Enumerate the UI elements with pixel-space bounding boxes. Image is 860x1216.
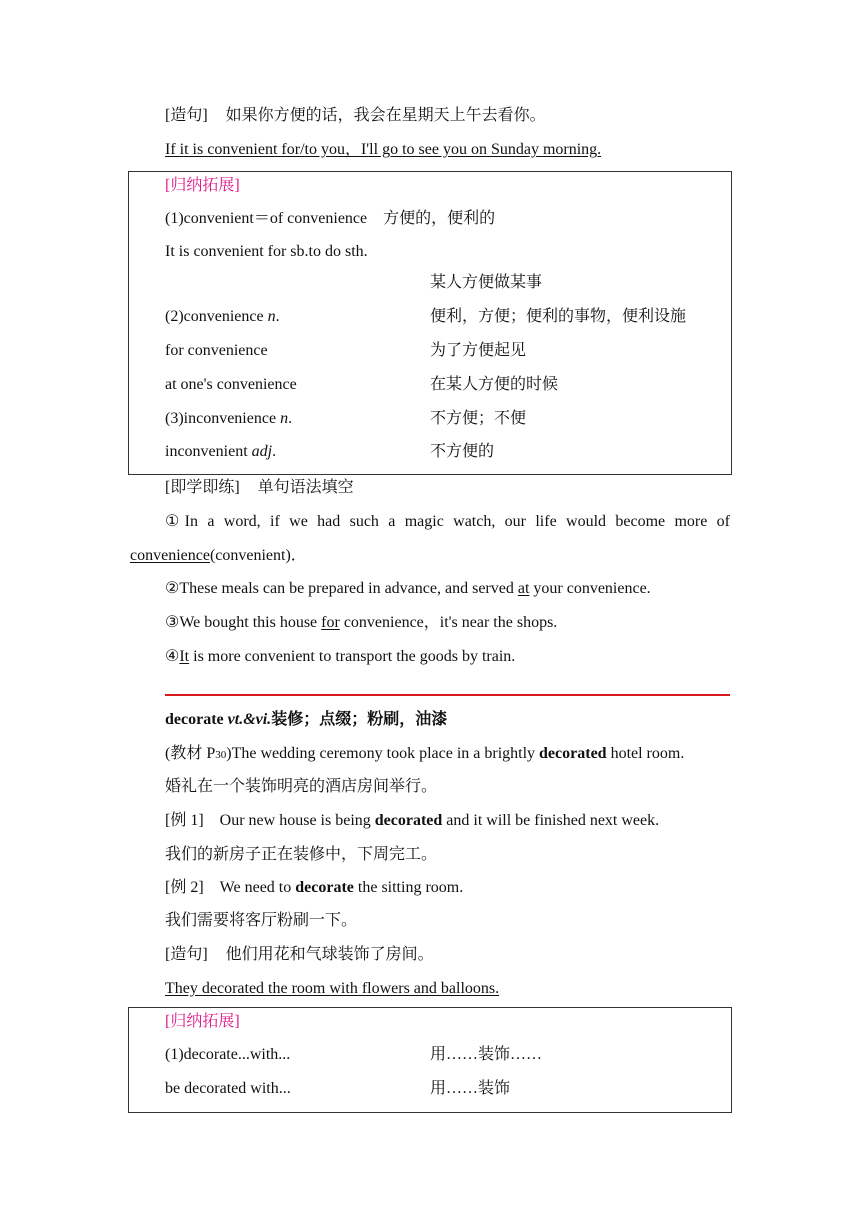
practice-q1-line2	[130, 545, 307, 567]
box-item-4-meaning: 为了方便起见	[430, 342, 527, 359]
box-title-2: [归纳拓展]	[165, 1013, 240, 1030]
example-text: )The wedding ceremony took place in a brightly	[226, 745, 540, 762]
question-text: (convenient)．	[209, 547, 307, 564]
answer-blank: for	[321, 614, 340, 631]
word-heading	[165, 709, 447, 731]
box2-item-1: (1)decorate...with...	[165, 1046, 291, 1063]
sentence-tag: [造句]	[165, 946, 208, 963]
pos-tag: n	[267, 308, 276, 325]
example-text: Our new house is being	[219, 812, 375, 829]
textbook-example	[165, 743, 684, 766]
item-text-end: .	[288, 410, 293, 427]
question-text: ②These meals can be prepared in advance, and served	[165, 580, 518, 597]
box-item-5: at one's convenience	[165, 376, 297, 393]
practice-title: 单句语法填空	[257, 479, 354, 496]
textbook-example-cn: 婚礼在一个装饰明亮的酒店房间举行。	[165, 778, 438, 795]
answer-blank: at	[517, 580, 530, 597]
answer-blank: convenience	[130, 547, 210, 564]
item-text: (2)convenience	[165, 308, 268, 325]
pos-tag: adj	[251, 443, 273, 460]
item-text-end: .	[275, 308, 280, 325]
box-item-3	[165, 306, 280, 328]
box-item-5-meaning: 在某人方便的时候	[430, 376, 559, 393]
box-item-7-meaning: 不方便的	[430, 443, 495, 460]
section-divider	[165, 694, 730, 696]
example-1-cn: 我们的新房子正在装修中，下周完工。	[165, 846, 438, 863]
sentence-chinese: 如果你方便的话，我会在星期天上午去看你。	[225, 107, 546, 124]
practice-header	[165, 477, 354, 499]
item-text: inconvenient	[165, 443, 252, 460]
question-text-end: your convenience.	[529, 580, 651, 597]
sentence-en-1: If it is convenient for/to you，I'll go to see you on Sunday morning.	[165, 141, 602, 158]
example-1	[165, 810, 659, 832]
box-item-6-meaning: 不方便；不便	[430, 410, 527, 427]
pos-tag: n	[280, 410, 289, 427]
example-2	[165, 877, 463, 899]
practice-q3	[165, 612, 557, 634]
box-title-1: [归纳拓展]	[165, 177, 240, 194]
keyword: decorated	[539, 745, 607, 762]
headword: decorate	[165, 711, 224, 728]
question-text: ③We bought this house	[165, 614, 322, 631]
example-text-end: and it will be finished next week.	[442, 812, 660, 829]
keyword: decorated	[374, 812, 443, 829]
practice-q1-line1: ①In a word, if we had such a magic watch, our life would become more of	[165, 513, 730, 530]
box-item-6	[165, 408, 292, 430]
item-text: (3)inconvenience	[165, 410, 281, 427]
box-item-2-meaning: 某人方便做某事	[430, 274, 543, 291]
word-meaning: 装修；点缀；粉刷，油漆	[271, 711, 448, 728]
item-text-end: .	[272, 443, 277, 460]
box-item-4: for convenience	[165, 342, 268, 359]
sentence-chinese: 他们用花和气球装饰了房间。	[225, 946, 434, 963]
question-text-end: convenience，it's near the shops.	[339, 614, 558, 631]
box2-item-2-meaning: 用……装饰	[430, 1080, 511, 1097]
practice-tag: [即学即练]	[165, 479, 240, 496]
source-page: 30	[215, 749, 227, 761]
box2-item-1-meaning: 用……装饰……	[430, 1046, 543, 1063]
part-of-speech: vt.&vi.	[227, 711, 272, 728]
example-text-end: hotel room.	[606, 745, 685, 762]
practice-q2	[165, 578, 651, 600]
box-item-2: It is convenient for sb.to do sth.	[165, 243, 368, 260]
example-2-cn: 我们需要将客厅粉刷一下。	[165, 912, 358, 929]
sentence-cn-2	[165, 944, 434, 966]
example-tag: [例 1]	[165, 812, 204, 829]
sentence-tag: [造句]	[165, 107, 208, 124]
box-item-1: (1)convenient＝of convenience 方便的，便利的	[165, 210, 496, 227]
answer-blank: It	[179, 648, 190, 665]
example-tag: [例 2]	[165, 879, 204, 896]
question-text-end: is more convenient to transport the goods by train.	[189, 648, 516, 665]
practice-q4	[165, 646, 515, 668]
keyword: decorate	[295, 879, 354, 896]
sentence-en-2: They decorated the room with flowers and balloons.	[165, 980, 500, 997]
source-label: (教材 P	[165, 745, 216, 762]
box2-item-2: be decorated with...	[165, 1080, 291, 1097]
sentence-cn-1	[165, 105, 546, 127]
question-number: ④	[165, 648, 180, 665]
box-item-7	[165, 441, 276, 463]
example-text: We need to	[219, 879, 296, 896]
box-item-3-meaning: 便利，方便；便利的事物，便利设施	[430, 308, 687, 325]
example-text-end: the sitting room.	[353, 879, 464, 896]
